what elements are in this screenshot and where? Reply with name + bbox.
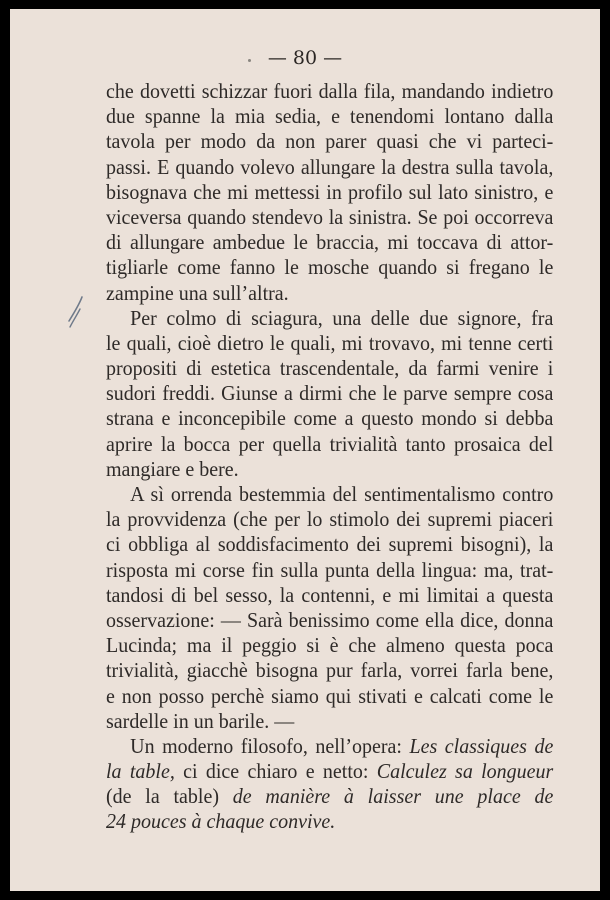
- text-line: strana e inconcepibile come a questo mondo si debba: [106, 406, 554, 431]
- text-line: Per colmo di sciagura, una delle due signore, fra: [130, 305, 554, 330]
- book-page: [10, 9, 600, 891]
- text-line: e non posso perchè siamo qui stivati e calcati come le: [106, 683, 554, 708]
- quote-run: de manière à laisser une place de: [232, 784, 554, 809]
- text-run: (de la table): [106, 784, 233, 809]
- page-number: — 80 —: [267, 47, 343, 69]
- body-text: [106, 79, 554, 835]
- text-line: risposta mi corse fin sulla punta della lingua: ma, trat-: [106, 557, 554, 582]
- text-line: passi. E quando volevo allungare la destra sulla tavola,: [106, 154, 554, 179]
- text-line: due spanne la mia sedia, e tenendomi lontano dalla: [106, 104, 554, 129]
- text-line: la provvidenza (che per lo stimolo dei supremi piaceri: [106, 507, 554, 532]
- text-line: Lucinda; ma il peggio si è che almeno questa poca: [106, 633, 554, 658]
- text-line: ci obbliga al soddisfacimento dei supremi bisogni), la: [106, 532, 554, 557]
- book-title-run: Les classiques de: [409, 733, 554, 758]
- text-line: viceversa quando stendevo la sinistra. Se poi occorreva: [106, 204, 554, 229]
- text-run: Un moderno filosofo, nell’opera:: [130, 733, 410, 758]
- text-run: ci dice chiaro e netto:: [174, 759, 377, 784]
- text-line: tandosi di bel sesso, la contenni, e mi limitai a questa: [106, 582, 554, 607]
- text-line: [106, 759, 553, 784]
- quote-run: 24 pouces à chaque convive.: [106, 809, 336, 834]
- text-line: [106, 784, 553, 809]
- text-line: A sì orrenda bestemmia del sentimentalismo contro: [130, 482, 554, 506]
- text-line: bisognava che mi mettessi in profilo sul lato sinistro, e: [106, 179, 554, 204]
- text-line: osservazione: — Sarà benissimo come ella dice, donna: [106, 607, 554, 632]
- text-line: propositi di estetica trascendentale, da farmi venire i: [106, 356, 554, 381]
- pencil-mark-icon: [66, 295, 86, 329]
- text-line: [106, 809, 553, 834]
- text-line: aprire la bocca per quella trivialità tanto prosaica del: [106, 431, 554, 456]
- text-line: zampine una sull’altra.: [106, 280, 289, 305]
- text-line: tavola per modo da non parer quasi che vi parteci-: [106, 129, 554, 154]
- text-line: tigliarle come fanno le mosche quando si fregano le: [106, 255, 554, 280]
- book-title-run: la table,: [106, 759, 175, 784]
- quote-run: Calculez sa longueur: [376, 759, 554, 784]
- text-line: trivialità, giacchè bisogna pur farla, vorrei farla bene,: [106, 658, 554, 683]
- text-line: [106, 734, 553, 759]
- text-line: sardelle in un barile. —: [106, 708, 295, 733]
- text-line: mangiare e bere.: [106, 456, 239, 481]
- text-line: che dovetti schizzar fuori dalla fila, mandando indietro: [106, 79, 554, 103]
- text-line: le quali, cioè dietro le quali, mi trovavo, mi tenne certi: [106, 330, 554, 355]
- text-line: di allungare ambedue le braccia, mi toccava di attor-: [106, 230, 554, 255]
- text-line: sudori freddi. Giunse a dirmi che le parve sempre cosa: [106, 381, 554, 406]
